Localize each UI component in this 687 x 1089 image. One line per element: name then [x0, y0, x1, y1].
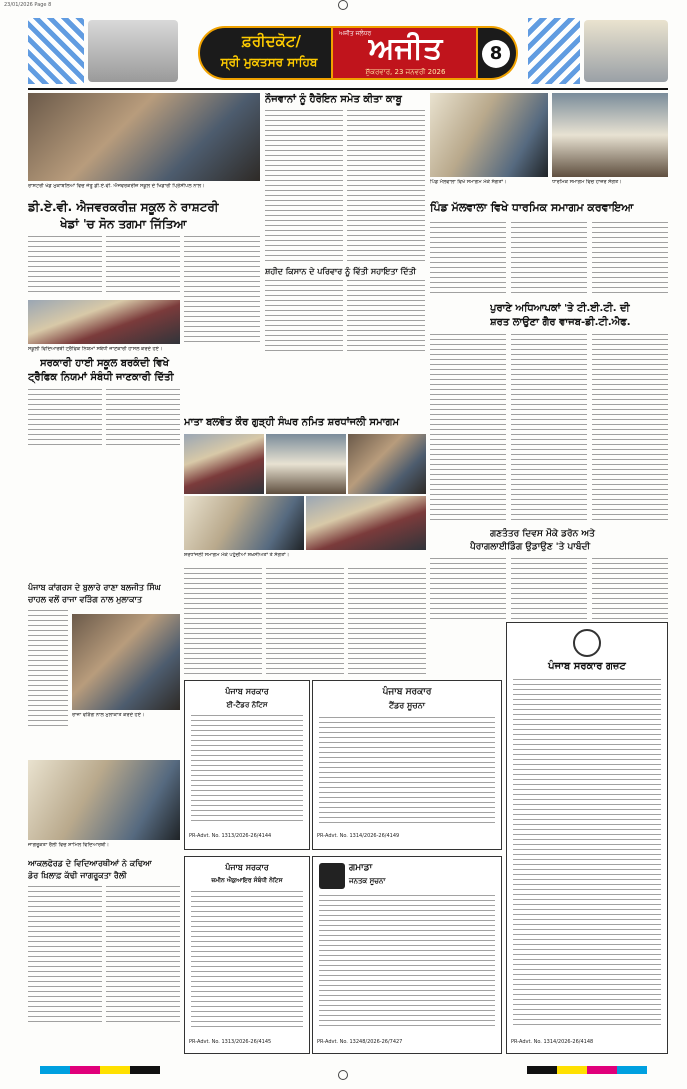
tribute-photo-1 [184, 434, 264, 494]
akal-body [28, 886, 102, 1026]
traffic-body-2 [106, 389, 180, 449]
teachers-body-2 [511, 334, 587, 524]
registration-mark-bottom-icon [338, 1070, 348, 1080]
ad-gazette-footer: PR-Advt. No. 1314/2026-26/4148 [511, 1039, 594, 1045]
religious-body-2 [511, 222, 587, 296]
paper-name: ਅਜੀਤ [368, 31, 443, 66]
teachers-body-3 [592, 334, 668, 524]
capture-body-2 [347, 110, 425, 262]
traffic-photo [28, 300, 180, 344]
edition-line-2: ਸ੍ਰੀ ਮੁਕਤਸਰ ਸਾਹਿਬ [220, 55, 318, 69]
teachers-title-2: ਸ਼ਰਤ ਲਾਉਣਾ ਗੈਰ ਵਾਜਬ-ਡੀ.ਟੀ.ਐਫ. [490, 317, 631, 328]
dav-photo [28, 93, 260, 181]
akal-body-2 [106, 886, 180, 1026]
masthead-date: ਸ਼ੁੱਕਰਵਾਰ, 23 ਜਨਵਰੀ 2026 [365, 68, 446, 76]
congress-title-2: ਚਾਹਲ ਵਲੋਂ ਰਾਜਾ ਵੜਿੰਗ ਨਾਲ ਮੁਲਾਕਾਤ [28, 595, 142, 604]
religious-caption-right: ਧਾਰਮਿਕ ਸਮਾਗਮ ਵਿਚ ਹਾਜ਼ਰ ਸੰਗਤ। [552, 179, 622, 185]
capture-title: ਨੌਜਵਾਨਾਂ ਨੂੰ ਹੈਰੋਇਨ ਸਮੇਤ ਕੀਤਾ ਕਾਬੂ [265, 94, 402, 105]
ad-gazette-title: ਪੰਜਾਬ ਸਰਕਾਰ ਗਜ਼ਟ [548, 661, 626, 672]
religious-body [430, 222, 506, 296]
tribute-body [184, 568, 262, 678]
gurdwara-left-image [88, 20, 178, 82]
republic-body [430, 558, 506, 620]
dav-body [28, 236, 102, 296]
masthead [28, 18, 668, 86]
teachers-body [430, 334, 506, 524]
akal-photo [28, 760, 180, 840]
ad-tender-center-subtitle: ਟੈਂਡਰ ਸੂਚਨਾ [388, 701, 426, 710]
dav-caption: ਰਾਸ਼ਟਰੀ ਖੇਡ ਮੁਕਾਬਲਿਆਂ ਵਿਚ ਜੇਤੂ ਡੀ.ਏ.ਵੀ. ਐਜਵਰਕਰੀਜ਼ ਸਕੂਲ ਦੇ ਖਿਡਾਰੀ ਪ੍ਰਿੰਸੀਪਲ ਨਾਲ। [28, 183, 205, 189]
gurdwara-right-image [584, 20, 668, 82]
traffic-title-2: ਟ੍ਰੈਫਿਕ ਨਿਯਮਾਂ ਸੰਬੰਧੀ ਜਾਣਕਾਰੀ ਦਿੱਤੀ [28, 372, 174, 383]
republic-body-3 [592, 558, 668, 620]
traffic-title-1: ਸਰਕਾਰੀ ਹਾਈ ਸਕੂਲ ਬਰਕੰਦੀ ਵਿਖੇ [40, 358, 169, 369]
ad-gmada-footer: PR-Advt. No. 13248/2026-26/7427 [317, 1039, 403, 1045]
ad-notice-left-footer: PR-Advt. No. 1313/2026-26/4144 [189, 833, 272, 839]
ad-gmada-title: ਗਮਾਡਾ [349, 863, 373, 873]
right-decoration [528, 18, 580, 84]
tribute-photo-5 [306, 496, 426, 550]
ad-gmada [312, 856, 502, 1054]
republic-body-2 [511, 558, 587, 620]
ad-gmada-body [319, 895, 495, 1029]
congress-caption: ਰਾਜਾ ਵੜਿੰਗ ਨਾਲ ਮੁਲਾਕਾਤ ਕਰਦੇ ਹੋਏ। [72, 712, 145, 718]
ad-land-footer: PR-Advt. No. 1313/2026-26/4145 [189, 1039, 272, 1045]
religious-body-3 [592, 222, 668, 296]
ad-land [184, 856, 310, 1054]
ad-notice-left [184, 680, 310, 850]
ad-gmada-subtitle: ਜਨਤਕ ਸੂਚਨਾ [349, 877, 386, 885]
tribute-photo-2 [266, 434, 346, 494]
congress-photo [72, 614, 180, 710]
ad-gazette [506, 622, 668, 1054]
paper-name-panel [333, 26, 478, 80]
religious-title: ਪਿੰਡ ਮੱਲਵਾਲਾ ਵਿਖੇ ਧਾਰਮਿਕ ਸਮਾਗਮ ਕਰਵਾਇਆ [430, 201, 634, 214]
ad-tender-center [312, 680, 502, 850]
ad-tender-center-body [319, 717, 495, 825]
color-bar [40, 1066, 160, 1074]
ad-tender-center-title: ਪੰਜਾਬ ਸਰਕਾਰ [382, 687, 432, 697]
traffic-caption: ਸਕੂਲੀ ਵਿਦਿਆਰਥੀ ਟ੍ਰੈਫਿਕ ਨਿਯਮਾਂ ਸਬੰਧੀ ਜਾਣਕਾਰੀ ਹਾਸਲ ਕਰਦੇ ਹੋਏ। [28, 346, 163, 352]
edition-line-1: ਫ਼ਰੀਦਕੋਟ/ [242, 32, 301, 50]
akal-title-1: ਆਕਲਫੋਰਡ ਦੇ ਵਿਦਿਆਰਥੀਆਂ ਨੇ ਕਢਿਆ [28, 859, 152, 868]
congress-title-1: ਪੰਜਾਬ ਕਾਂਗਰਸ ਦੇ ਬੁਲਾਰੇ ਰਾਣਾ ਬਲਜੀਤ ਸਿੰਘ [28, 583, 161, 592]
page-number: 8 [482, 40, 510, 68]
ad-gazette-body [513, 679, 661, 1029]
dav-body-3 [184, 236, 260, 344]
page-number-badge [478, 26, 518, 80]
akal-title-2: ਡੋਰ ਖ਼ਿਲਾਫ਼ ਕੱਢੀ ਜਾਗਰੂਕਤਾ ਰੈਲੀ [28, 871, 127, 880]
capture-sub-body-2 [347, 280, 425, 352]
tribute-photo-3 [348, 434, 426, 494]
tribute-title: ਮਾਤਾ ਬਲਵੰਤ ਕੌਰ ਗੁੜ੍ਹੀ ਸੰਘਰ ਨਮਿਤ ਸ਼ਰਧਾਂਜਲੀ ਸਮਾਗਮ [184, 417, 400, 428]
ad-notice-left-title: ਪੰਜਾਬ ਸਰਕਾਰ [225, 687, 269, 696]
dav-title-2: ਖੇਡਾਂ 'ਚ ਸੋਨ ਤਗਮਾ ਜਿੱਤਿਆ [60, 217, 187, 231]
tribute-photo-4 [184, 496, 304, 550]
print-strip: 23/01/2026 Page 8 [4, 2, 52, 8]
ad-land-title: ਪੰਜਾਬ ਸਰਕਾਰ [225, 863, 269, 872]
congress-body [28, 610, 68, 730]
ad-notice-left-body [191, 715, 303, 825]
republic-title-1: ਗਣਤੰਤਰ ਦਿਵਸ ਮੌਕੇ ਡਰੋਨ ਅਤੇ [490, 529, 595, 539]
gmada-logo-icon [319, 863, 345, 889]
republic-title-2: ਪੈਰਾਗਲਾਈਡਿੰਗ ਉਡਾਉਣ 'ਤੇ ਪਾਬੰਦੀ [470, 542, 591, 552]
tribute-caption: ਸ਼ਰਧਾਂਜਲੀ ਸਮਾਗਮ ਮੌਕੇ ਪਹੁੰਚੀਆਂ ਸ਼ਖ਼ਸੀਅਤਾਂ ਤੇ ਸੰਗਤਾਂ। [184, 552, 290, 558]
capture-subhead: ਸ਼ਹੀਦ ਕਿਸਾਨ ਦੇ ਪਰਿਵਾਰ ਨੂੰ ਵਿੱਤੀ ਸਹਾਇਤਾ ਦਿੱਤੀ [265, 267, 416, 276]
color-bar-right [527, 1066, 647, 1074]
tribute-body-2 [266, 568, 344, 678]
dav-title-1: ਡੀ.ਏ.ਵੀ. ਐਜਵਰਕਰੀਜ਼ ਸਕੂਲ ਨੇ ਰਾਸ਼ਟਰੀ [28, 200, 219, 214]
capture-sub-body [265, 280, 343, 352]
registration-mark-icon [338, 0, 348, 10]
masthead-rule [28, 88, 668, 90]
capture-body [265, 110, 343, 262]
akal-caption: ਜਾਗਰੂਕਤਾ ਰੈਲੀ ਵਿਚ ਸ਼ਾਮਿਲ ਵਿਦਿਆਰਥੀ। [28, 842, 110, 848]
emblem-icon [573, 629, 601, 657]
ad-land-body [191, 891, 303, 1029]
ad-land-subtitle: ਜ਼ਮੀਨ ਐਕੁਆਇਰ ਸੰਬੰਧੀ ਨੋਟਿਸ [211, 877, 283, 884]
religious-photo-left [430, 93, 548, 177]
edition-panel [198, 26, 333, 80]
left-decoration [28, 18, 84, 84]
ad-notice-left-subtitle: ਈ-ਟੈਂਡਰ ਨੋਟਿਸ [226, 701, 268, 709]
tribute-body-3 [348, 568, 426, 678]
traffic-body [28, 389, 102, 449]
dav-body-2 [106, 236, 180, 296]
religious-photo-right [552, 93, 668, 177]
religious-caption-left: ਪਿੰਡ ਮੱਲਵਾਲਾ ਵਿਖੇ ਸਮਾਗਮ ਮੌਕੇ ਸੰਗਤਾਂ। [430, 179, 507, 185]
ad-tender-center-footer: PR-Advt. No. 1314/2026-26/4149 [317, 833, 400, 839]
teachers-title-1: ਪੁਰਾਣੇ ਅਧਿਆਪਕਾਂ 'ਤੇ ਟੀ.ਈ.ਟੀ. ਦੀ [490, 303, 630, 314]
paper-small: ਅਜੀਤ ਜਲੰਧਰ [339, 30, 372, 37]
